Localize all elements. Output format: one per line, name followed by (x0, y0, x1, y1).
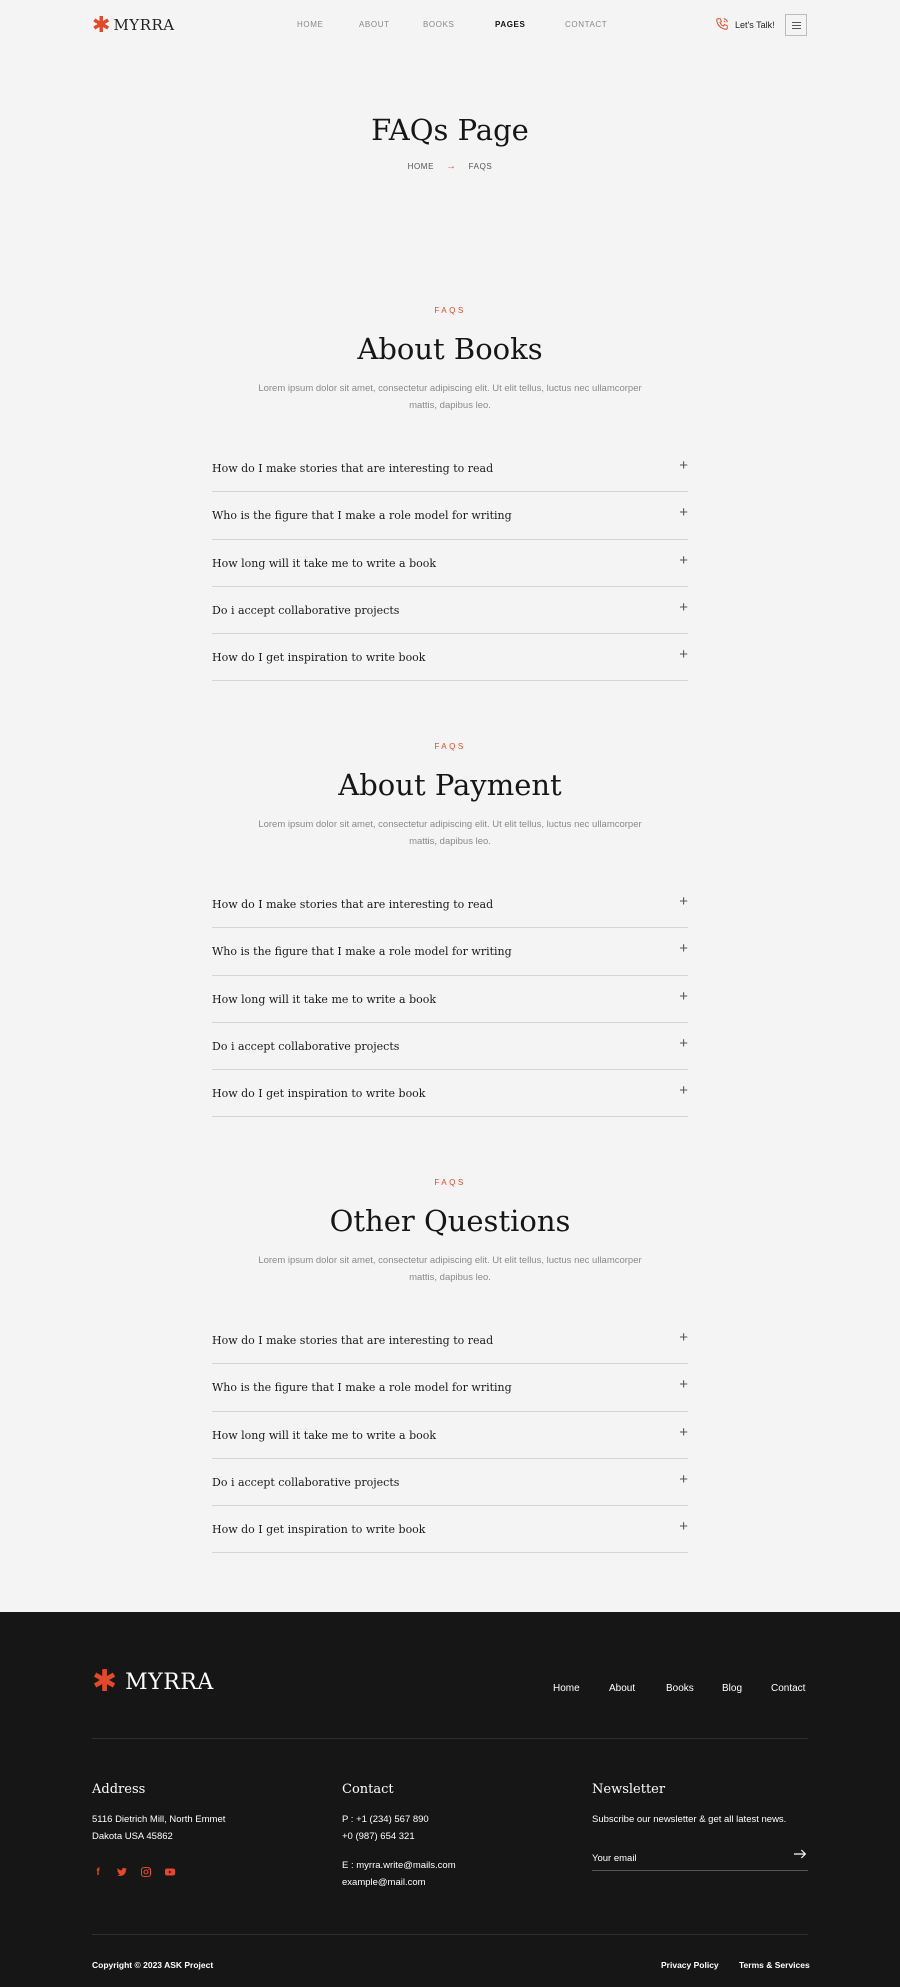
plus-icon[interactable]: + (679, 1034, 688, 1052)
faq-item[interactable] (212, 928, 688, 975)
faq-question: How long will it take me to write a book (212, 992, 437, 1006)
menu-line (792, 22, 801, 23)
asterisk-logo-icon: ✱ (92, 12, 111, 37)
faq-item[interactable] (212, 976, 688, 1023)
faq-item[interactable] (212, 881, 688, 928)
address-line: 5116 Dietrich Mill, North Emmet (92, 1814, 226, 1825)
nav-pages[interactable]: PAGES (495, 20, 526, 29)
site-header (0, 0, 900, 50)
faq-question: Who is the figure that I make a role model for writing (212, 1381, 512, 1395)
menu-line (792, 25, 801, 26)
privacy-policy-link[interactable]: Privacy Policy (661, 1960, 719, 1970)
faq-question: Who is the figure that I make a role model for writing (212, 509, 512, 523)
lets-talk-link[interactable]: Let's Talk! (735, 20, 775, 30)
faq-item[interactable] (212, 1412, 688, 1459)
facebook-icon[interactable]: f (96, 1866, 100, 1878)
footer-divider (92, 1934, 808, 1935)
plus-icon[interactable]: + (679, 1082, 688, 1100)
youtube-icon[interactable] (164, 1866, 176, 1878)
copyright-text: Copyright © 2023 ASK Project (92, 1960, 214, 1970)
social-links (92, 1866, 176, 1878)
asterisk-logo-icon: ✱ (92, 1665, 118, 1698)
faq-item[interactable] (212, 1506, 688, 1553)
faq-question: How do I get inspiration to write book (212, 1087, 426, 1101)
logo-text: MYRRA (113, 16, 175, 34)
faq-item[interactable] (212, 492, 688, 539)
plus-icon[interactable]: + (679, 551, 688, 569)
faq-list (212, 881, 688, 1117)
phone-icon (715, 17, 729, 31)
breadcrumb (0, 161, 900, 172)
newsletter-email-input[interactable] (592, 1847, 808, 1871)
phone-number: +0 (987) 654 321 (342, 1831, 415, 1842)
footer-nav-blog[interactable]: Blog (722, 1683, 743, 1694)
faq-item[interactable] (212, 1459, 688, 1506)
faq-item[interactable] (212, 587, 688, 634)
nav-contact[interactable]: CONTACT (565, 20, 608, 29)
newsletter-text: Subscribe our newsletter & get all latest news. (592, 1814, 787, 1825)
email-address[interactable]: E : myrra.write@mails.com (342, 1860, 456, 1871)
plus-icon[interactable]: + (679, 940, 688, 958)
faq-item[interactable] (212, 1070, 688, 1117)
faq-item[interactable] (212, 540, 688, 587)
faq-item[interactable] (212, 1364, 688, 1411)
faq-question: How long will it take me to write a book (212, 556, 437, 570)
nav-books[interactable]: BOOKS (423, 20, 455, 29)
address-line: Dakota USA 45862 (92, 1831, 173, 1842)
footer-nav-contact[interactable]: Contact (771, 1683, 806, 1694)
footer-logo[interactable] (92, 1667, 214, 1697)
faq-question: Do i accept collaborative projects (212, 1039, 400, 1053)
menu-button[interactable] (785, 14, 807, 36)
instagram-icon[interactable] (140, 1866, 152, 1878)
section-eyebrow: FAQS (434, 1178, 466, 1187)
section-title: About Payment (338, 768, 562, 802)
faq-question: How do I get inspiration to write book (212, 1523, 426, 1537)
plus-icon[interactable]: + (679, 893, 688, 910)
faq-question: Do i accept collaborative projects (212, 1475, 400, 1489)
site-footer (0, 1612, 900, 1987)
footer-nav-about[interactable]: About (609, 1683, 636, 1694)
section-eyebrow: FAQS (434, 306, 466, 315)
phone-number: P : +1 (234) 567 890 (342, 1814, 429, 1825)
page-title: FAQs Page (371, 113, 529, 147)
faq-question: How do I make stories that are interesting to read (212, 462, 494, 475)
footer-nav-home[interactable]: Home (553, 1683, 580, 1694)
plus-icon[interactable]: + (679, 457, 688, 474)
plus-icon[interactable]: + (679, 1376, 688, 1394)
breadcrumb-home[interactable]: HOME (407, 162, 435, 171)
section-eyebrow: FAQS (434, 742, 466, 751)
nav-about[interactable]: ABOUT (359, 20, 390, 29)
faq-question: How do I get inspiration to write book (212, 651, 426, 665)
contact-title: Contact (342, 1782, 394, 1797)
section-description: Lorem ipsum dolor sit amet, consectetur adipiscing elit. Ut elit tellus, luctus nec ullamcorper mattis, dapibus leo. (258, 1255, 642, 1283)
menu-line (792, 28, 801, 29)
breadcrumb-current: FAQS (468, 162, 493, 171)
faq-item[interactable] (212, 634, 688, 681)
twitter-icon[interactable] (116, 1866, 128, 1878)
arrow-right-icon[interactable] (792, 1846, 808, 1862)
faq-question: Do i accept collaborative projects (212, 603, 400, 617)
plus-icon[interactable]: + (679, 504, 688, 522)
address-title: Address (92, 1782, 146, 1797)
faq-list (212, 1317, 688, 1553)
faq-list (212, 445, 688, 681)
faq-question: Who is the figure that I make a role model for writing (212, 945, 512, 959)
faq-item[interactable] (212, 1317, 688, 1364)
footer-divider (92, 1738, 808, 1739)
plus-icon[interactable]: + (679, 1470, 688, 1488)
plus-icon[interactable]: + (679, 987, 688, 1005)
terms-link[interactable]: Terms & Services (739, 1960, 810, 1970)
faq-question: How long will it take me to write a book (212, 1428, 437, 1442)
faq-question: How do I make stories that are interesting to read (212, 1334, 494, 1347)
section-description: Lorem ipsum dolor sit amet, consectetur adipiscing elit. Ut elit tellus, luctus nec ullamcorper mattis, dapibus leo. (258, 819, 642, 847)
plus-icon[interactable]: + (679, 1423, 688, 1441)
plus-icon[interactable]: + (679, 1518, 688, 1536)
footer-logo-text: MYRRA (125, 1669, 214, 1695)
email-address[interactable]: example@mail.com (342, 1877, 426, 1888)
section-title: Other Questions (329, 1204, 571, 1238)
faq-question: How do I make stories that are interesting to read (212, 898, 494, 911)
footer-nav-books[interactable]: Books (666, 1683, 694, 1694)
section-title: About Books (357, 332, 543, 366)
faq-item[interactable] (212, 445, 688, 492)
nav-home[interactable]: HOME (297, 20, 324, 29)
newsletter-title: Newsletter (592, 1782, 666, 1797)
arrow-right-icon: → (446, 161, 457, 172)
plus-icon[interactable]: + (679, 1329, 688, 1346)
faq-item[interactable] (212, 1023, 688, 1070)
plus-icon[interactable]: + (679, 598, 688, 616)
section-description: Lorem ipsum dolor sit amet, consectetur adipiscing elit. Ut elit tellus, luctus nec ullamcorper mattis, dapibus leo. (258, 383, 642, 411)
plus-icon[interactable]: + (679, 646, 688, 664)
